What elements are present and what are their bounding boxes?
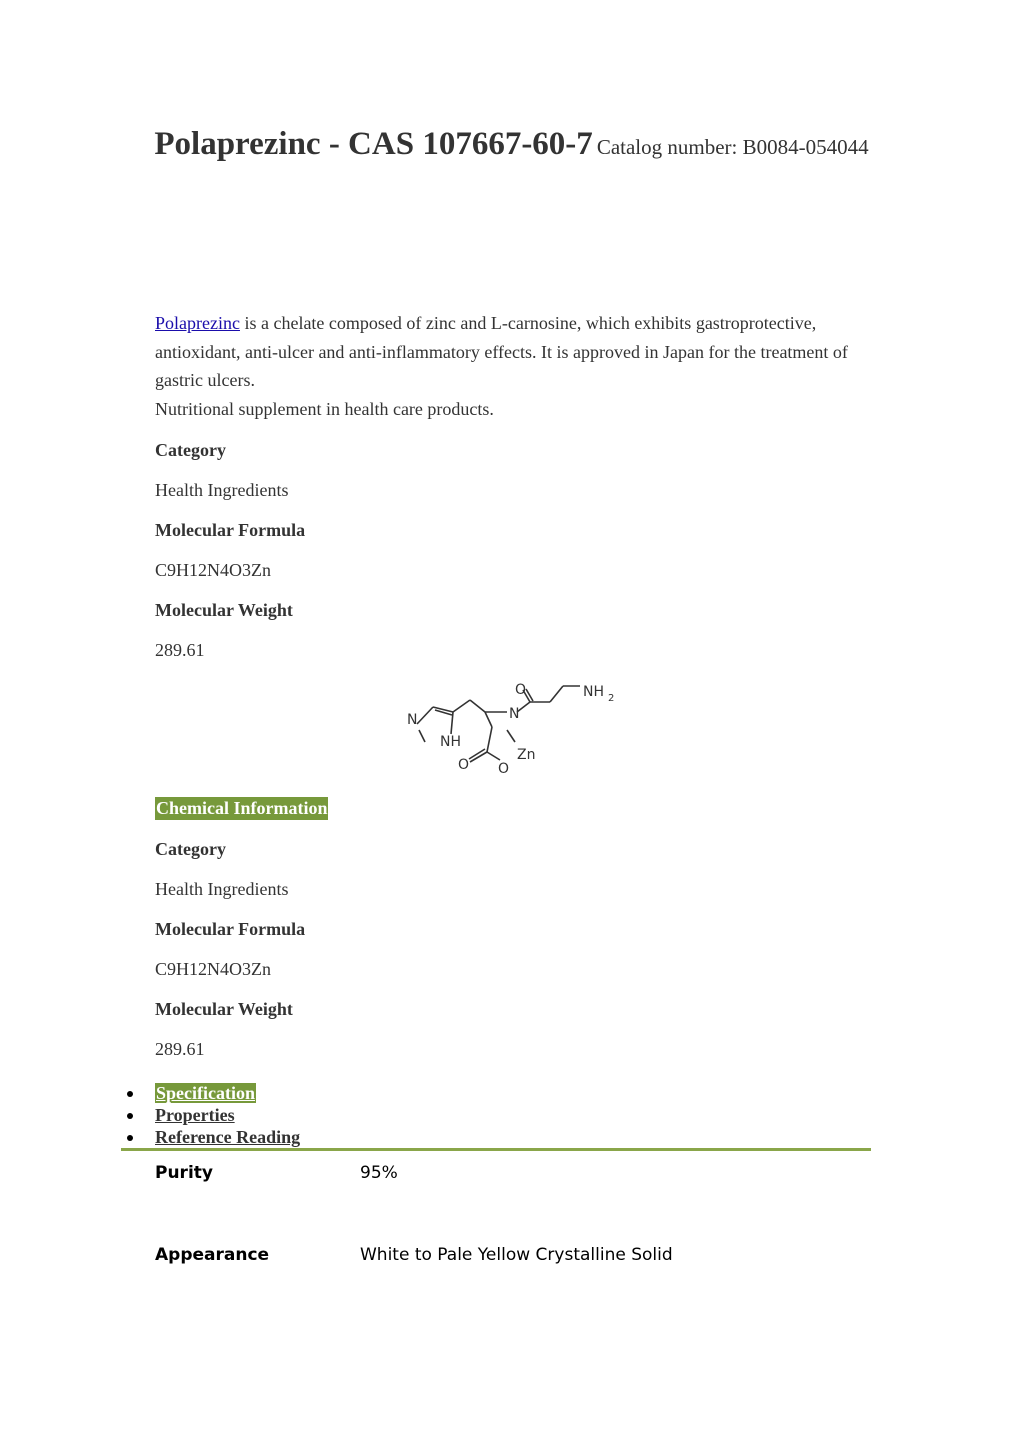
chem-weight-label: Molecular Weight: [155, 999, 293, 1019]
appearance-value: White to Pale Yellow Crystalline Solid: [360, 1245, 673, 1265]
appearance-label: Appearance: [155, 1245, 270, 1265]
product-title: Polaprezinc - CAS 107667-60-7: [154, 126, 593, 162]
tab-properties[interactable]: Properties: [120, 1104, 300, 1126]
atom-o-amide: O: [515, 682, 527, 698]
page-title: [120, 125, 903, 169]
tab-reference-reading[interactable]: Reference Reading: [120, 1126, 300, 1148]
weight-label: Molecular Weight: [155, 600, 293, 620]
formula-label: Molecular Formula: [155, 520, 306, 540]
chem-category-label: Category: [155, 839, 226, 859]
atom-o-ring: O: [498, 761, 510, 777]
atom-nh2-subscript: 2: [608, 693, 615, 704]
tab-specification[interactable]: Specification: [120, 1082, 300, 1104]
atom-o-carbonyl: O: [458, 757, 470, 773]
category-value: Health Ingredients: [155, 480, 289, 500]
category-label: Category: [155, 440, 226, 460]
purity-label: Purity: [155, 1163, 213, 1183]
atom-nh-ring: NH: [440, 734, 461, 750]
description-text: is a chelate composed of zinc and L-carnosine, which exhibits gastroprotective, antioxidant, anti-ulcer and anti-inflammatory effects. It is approved in Japan for the treatment of gastric ulcers.: [155, 313, 848, 390]
chemical-structure-image: [395, 672, 635, 782]
chem-formula-label: Molecular Formula: [155, 919, 306, 939]
product-link[interactable]: Polaprezinc: [155, 313, 240, 333]
chem-category-value: Health Ingredients: [155, 879, 289, 899]
purity-value: 95%: [360, 1163, 398, 1183]
weight-value: 289.61: [155, 640, 205, 660]
tab-divider: [121, 1148, 871, 1151]
atom-zn: Zn: [517, 747, 536, 763]
product-description: [155, 309, 865, 423]
spec-tab-list: [120, 1082, 300, 1148]
catalog-number: Catalog number: B0084-054044: [596, 135, 869, 159]
chem-weight-value: 289.61: [155, 1039, 205, 1059]
atom-nh2: NH: [583, 684, 604, 700]
formula-value: C9H12N4O3Zn: [155, 560, 271, 580]
atom-n-ring: N: [407, 712, 418, 728]
atom-n-chain: N: [509, 706, 520, 722]
chem-formula-value: C9H12N4O3Zn: [155, 959, 271, 979]
usage-note: Nutritional supplement in health care products.: [155, 398, 494, 419]
chemical-information-heading: Chemical Information: [156, 798, 328, 818]
